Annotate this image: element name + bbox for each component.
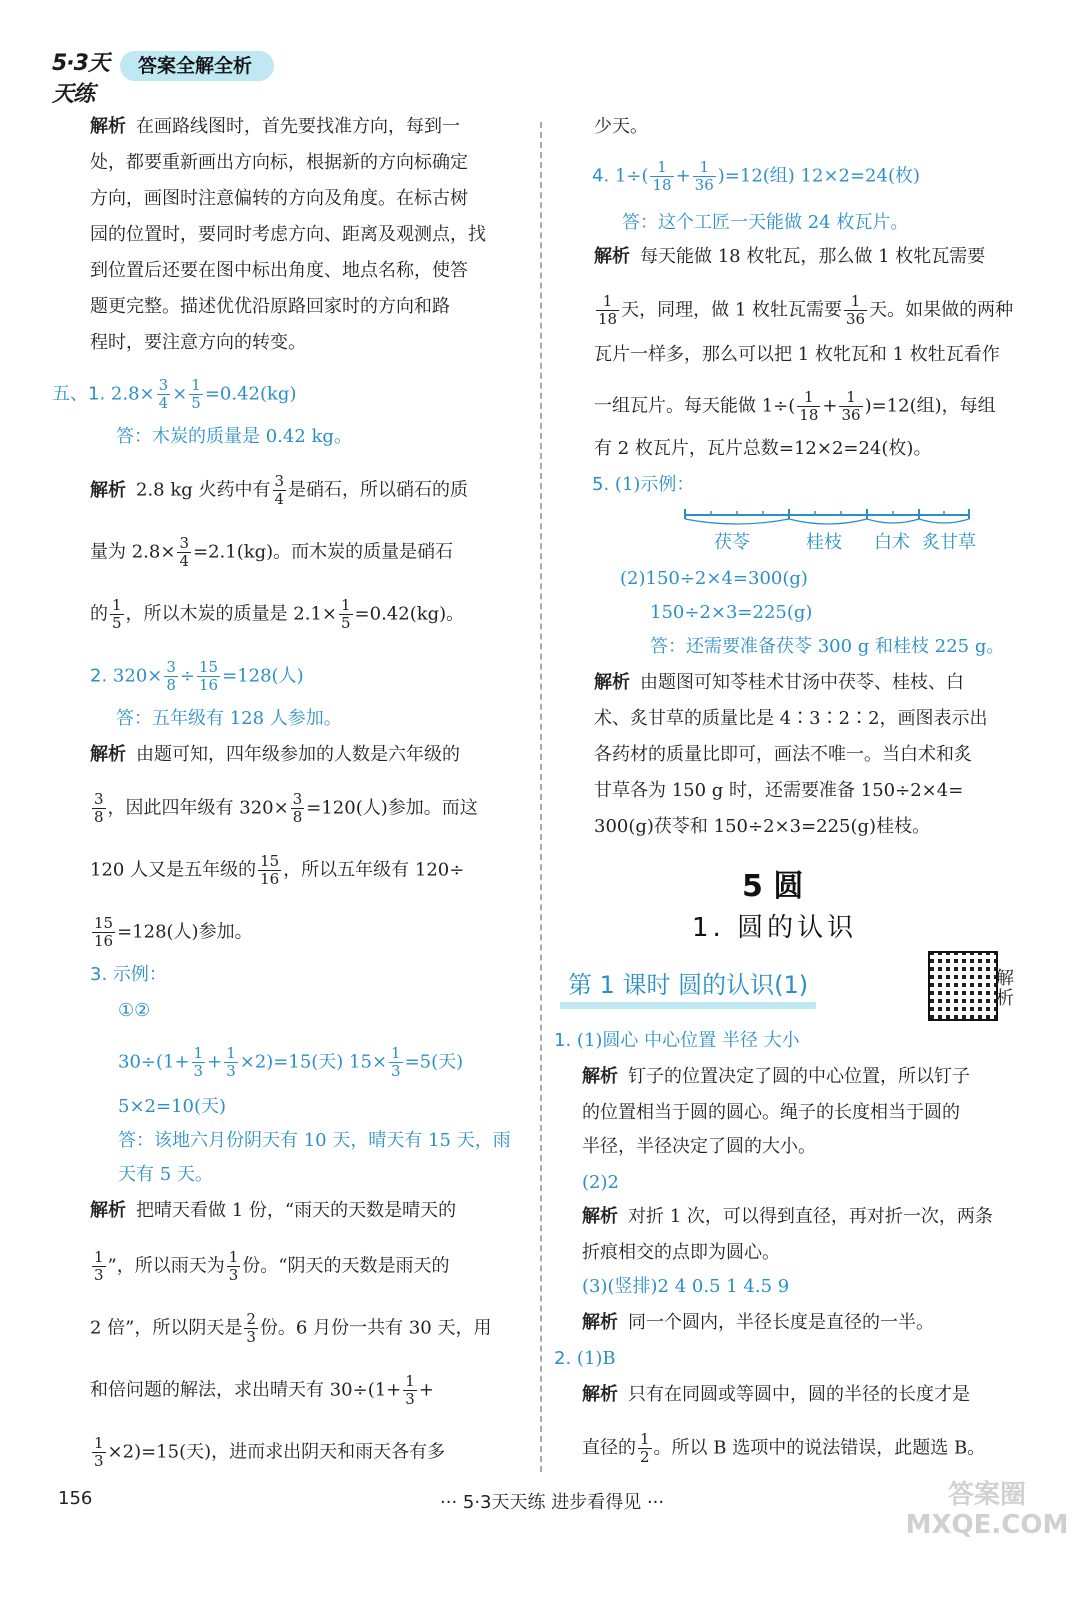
text: 一组瓦片。每天能做 1÷( xyxy=(594,395,796,417)
formula-part: 30÷(1+ xyxy=(118,1051,190,1073)
fraction xyxy=(227,1249,241,1284)
numerator: 1 xyxy=(693,159,716,177)
answer-line: 答：五年级有 128 人参加。 xyxy=(116,708,342,729)
jiexi-label: 解析 xyxy=(582,1312,618,1333)
text: ，因此四年级有 320× xyxy=(107,797,289,819)
text-line: (3)(竖排)2 4 0.5 1 4.5 9 xyxy=(582,1276,790,1297)
formula-part: ÷ xyxy=(179,665,196,687)
section-title: 1. 圆的认识 xyxy=(692,913,858,943)
formula-part: =0.42(kg) xyxy=(204,383,297,405)
jiexi-label: 解析 xyxy=(594,246,630,267)
text-line xyxy=(90,791,478,826)
formula-part: ×2)=15(天) 15× xyxy=(239,1051,388,1073)
text-line xyxy=(90,597,464,632)
formula-line: 5×2=10(天) xyxy=(118,1096,227,1117)
text-line: 折痕相交的点即为圆心。 xyxy=(582,1242,780,1263)
text: =2.1(kg)。而木炭的质量是硝石 xyxy=(192,541,454,563)
jiexi-label: 解析 xyxy=(582,1206,618,1227)
numerator: 1 xyxy=(391,1044,401,1062)
watermark: 答案圈 MXQE.COM xyxy=(905,1480,1069,1540)
formula-line xyxy=(118,1045,463,1080)
denominator: 16 xyxy=(94,932,114,950)
text-line xyxy=(582,1311,934,1335)
denominator: 18 xyxy=(598,310,618,328)
ratio-diagram xyxy=(682,503,972,527)
question-number: 5. xyxy=(592,474,610,495)
text: 份。6 月份一共有 30 天，用 xyxy=(259,1317,492,1339)
formula-part: 1÷( xyxy=(614,165,649,187)
text: 直径的 xyxy=(582,1437,636,1459)
text-line xyxy=(90,915,253,950)
numerator: 1 xyxy=(640,1430,650,1448)
fraction xyxy=(638,1431,652,1466)
text-line xyxy=(582,1383,970,1407)
fraction xyxy=(291,791,305,826)
text: 同一个圆内，半径长度是直径的一半。 xyxy=(628,1312,934,1333)
formula-line: 150÷2×3=225(g) xyxy=(650,602,813,623)
text-line xyxy=(90,1249,450,1284)
text: 对折 1 次，可以得到直径，再对折一次，两条 xyxy=(628,1206,993,1227)
text-line: 有 2 枚瓦片，瓦片总数=12×2=24(枚)。 xyxy=(594,438,932,459)
denominator: 3 xyxy=(246,1328,256,1346)
fraction xyxy=(693,159,716,194)
text: 量为 2.8× xyxy=(90,541,176,563)
fraction xyxy=(797,389,820,424)
column-divider xyxy=(540,122,542,1472)
numerator: 1 xyxy=(844,293,867,311)
text-line: 各药材的质量比即可，画法不唯一。当白术和炙 xyxy=(594,744,972,765)
text: 。所以 B 选项中的说法错误，此题选 B。 xyxy=(653,1437,986,1459)
denominator: 3 xyxy=(391,1062,401,1080)
denominator: 36 xyxy=(841,406,861,424)
denominator: 36 xyxy=(846,310,866,328)
fraction xyxy=(177,535,191,570)
diagram-label: 茯苓 xyxy=(714,532,750,553)
text-line xyxy=(90,1373,434,1408)
text-line xyxy=(594,293,1013,328)
text-line: 题更完整。描述优优沿原路回家时的方向和路 xyxy=(90,296,450,317)
text-line xyxy=(90,1311,491,1346)
question-line xyxy=(554,1029,800,1053)
fraction xyxy=(258,853,281,888)
text-line: 300(g)茯苓和 150÷2×3=225(g)桂枝。 xyxy=(594,816,931,837)
question-number: 2. xyxy=(90,665,108,687)
numerator: 1 xyxy=(340,596,351,614)
diagram-label: 桂枝 xyxy=(806,532,842,553)
answer-line: 答：还需要准备茯苓 300 g 和桂枝 225 g。 xyxy=(650,636,1005,657)
jiexi-label: 解析 xyxy=(594,672,630,693)
fraction xyxy=(92,791,106,826)
page-number: 156 xyxy=(58,1488,93,1509)
denominator: 3 xyxy=(94,1452,104,1470)
text: (1)示例： xyxy=(614,474,695,495)
fraction xyxy=(244,1311,258,1346)
text-line xyxy=(90,743,460,767)
numerator: 3 xyxy=(274,472,285,490)
jiexi-label: 解析 xyxy=(90,116,126,137)
text-line xyxy=(90,115,460,139)
denominator: 4 xyxy=(274,490,285,508)
numerator: 1 xyxy=(193,1044,204,1062)
text-line: 术、炙甘草的质量比是 4∶3∶2∶2，画图表示出 xyxy=(594,708,988,729)
text: ”，所以雨天为 xyxy=(107,1255,225,1277)
question-number: 五、1. xyxy=(52,383,106,405)
formula-line xyxy=(592,159,920,194)
question-line xyxy=(90,963,167,987)
numerator: 3 xyxy=(166,658,176,676)
denominator: 8 xyxy=(292,808,303,826)
text: (1)B xyxy=(576,1348,616,1369)
formula-part: )=12(组) 12×2=24(枚) xyxy=(717,165,921,187)
fraction xyxy=(164,659,178,694)
text: ×2)=15(天)，进而求出阴天和雨天各有多 xyxy=(107,1441,446,1463)
text: 和倍问题的解法，求出晴天有 30÷(1+ xyxy=(90,1379,402,1401)
text: =120(人)参加。而这 xyxy=(306,797,478,819)
formula-part: 320× xyxy=(112,665,163,687)
fraction xyxy=(224,1045,238,1080)
question-number: 2. xyxy=(554,1348,572,1369)
qr-code[interactable] xyxy=(928,951,998,1021)
fraction xyxy=(389,1045,403,1080)
jiexi-label: 解析 xyxy=(582,1384,618,1405)
chapter-title: 5 圆 xyxy=(742,869,804,904)
denominator: 18 xyxy=(799,406,819,424)
text: 天，同理，做 1 枚牡瓦需要 xyxy=(621,299,842,321)
numerator: 1 xyxy=(650,159,673,177)
text-line: 的位置相当于圆的圆心。绳子的长度相当于圆的 xyxy=(582,1102,960,1123)
numerator: 1 xyxy=(797,389,820,407)
fraction xyxy=(197,659,220,694)
footer-slogan: ··· 5·3天天练 进步看得见 ··· xyxy=(440,1492,665,1513)
jiexi-label: 解析 xyxy=(90,744,126,765)
numerator: 1 xyxy=(112,596,122,614)
numerator: 15 xyxy=(199,658,219,676)
jiexi-label: 解析 xyxy=(90,1200,126,1221)
text-line xyxy=(90,535,453,570)
formula-part: =128(人) xyxy=(222,665,304,687)
numerator: 3 xyxy=(292,790,303,808)
fraction xyxy=(596,293,619,328)
fraction xyxy=(650,159,673,194)
fraction xyxy=(92,1249,106,1284)
denominator: 3 xyxy=(226,1062,236,1080)
answer-line: 答：该地六月份阴天有 10 天，晴天有 15 天，雨 xyxy=(118,1130,511,1151)
text: 只有在同圆或等圆中，圆的半径的长度才是 xyxy=(628,1384,970,1405)
text-line: 到位置后还要在图中标出角度、地点名称，使答 xyxy=(90,260,468,281)
denominator: 4 xyxy=(179,552,189,570)
text: 每天能做 18 枚牝瓦，那么做 1 枚牝瓦需要 xyxy=(640,246,986,267)
text-line: 方向，画图时注意偏转的方向及角度。在标古树 xyxy=(90,188,468,209)
text-line: 程时，要注意方向的转变。 xyxy=(90,332,306,353)
text-line: 园的位置时，要同时考虑方向、距离及观测点，找 xyxy=(90,224,486,245)
denominator: 16 xyxy=(199,676,219,694)
answer-line: 天有 5 天。 xyxy=(118,1164,213,1185)
text-line: 瓦片一样多，那么可以把 1 枚牝瓦和 1 枚牡瓦看作 xyxy=(594,344,1000,365)
jiexi-label: 解析 xyxy=(582,1066,618,1087)
header-banner: 答案全解全析 xyxy=(120,51,274,81)
question-number: 3. xyxy=(90,964,108,985)
text: 份。“阴天的天数是雨天的 xyxy=(242,1255,450,1277)
numerator: 1 xyxy=(94,1434,104,1452)
text-line xyxy=(90,1199,456,1223)
fraction xyxy=(273,473,287,508)
answer-line: 答：木炭的质量是 0.42 kg。 xyxy=(116,426,352,447)
fraction xyxy=(157,377,171,412)
lesson-title: 第 1 课时 圆的认识(1) xyxy=(560,965,816,1009)
formula-part: =5(天) xyxy=(404,1051,464,1073)
text: ，所以木炭的质量是 2.1× xyxy=(125,603,337,625)
text: =0.42(kg)。 xyxy=(354,603,465,625)
numerator: 1 xyxy=(596,293,619,311)
denominator: 16 xyxy=(260,870,280,888)
fraction xyxy=(92,1435,106,1470)
text: (1)圆心 中心位置 半径 大小 xyxy=(576,1030,800,1051)
text-line: (2)2 xyxy=(582,1172,619,1193)
answer-line: 答：这个工匠一天能做 24 枚瓦片。 xyxy=(622,212,909,233)
logo: 5·3天天练 xyxy=(52,51,109,107)
formula-part: 2.8× xyxy=(110,383,155,405)
text: 的 xyxy=(90,603,108,625)
text: 由题图可知苓桂术甘汤中茯苓、桂枝、白 xyxy=(640,672,964,693)
denominator: 5 xyxy=(340,614,351,632)
denominator: 2 xyxy=(640,1448,650,1466)
text: 在画路线图时，首先要找准方向，每到一 xyxy=(136,116,460,137)
text: + xyxy=(418,1379,434,1401)
numerator: 15 xyxy=(260,852,280,870)
numerator: 1 xyxy=(226,1044,236,1062)
fraction xyxy=(189,377,203,412)
formula-line xyxy=(52,377,296,412)
question-number: 1. xyxy=(554,1030,572,1051)
fraction xyxy=(92,915,115,950)
fraction xyxy=(839,389,862,424)
qr-label: 解析 xyxy=(996,968,1014,1009)
formula-line xyxy=(90,659,304,694)
denominator: 3 xyxy=(193,1062,204,1080)
text-line xyxy=(594,671,964,695)
text: 天。如果做的两种 xyxy=(869,299,1014,321)
formula-line: (2)150÷2×4=300(g) xyxy=(620,568,808,589)
formula-part: + xyxy=(675,165,691,187)
text-line: 处，都要重新画出方向标，根据新的方向标确定 xyxy=(90,152,468,173)
text-line: 少天。 xyxy=(594,116,648,137)
text: 把晴天看做 1 份，“雨天的天数是晴天的 xyxy=(136,1200,457,1221)
fraction xyxy=(110,597,124,632)
fraction xyxy=(844,293,867,328)
text-line xyxy=(90,1435,445,1470)
text: 2 倍”，所以阴天是 xyxy=(90,1317,243,1339)
denominator: 5 xyxy=(112,614,122,632)
diagram-label: 炙甘草 xyxy=(922,532,976,553)
text: )=12(组)，每组 xyxy=(864,395,996,417)
text: 由题可知，四年级参加的人数是六年级的 xyxy=(136,744,460,765)
text: ，所以五年级有 120÷ xyxy=(283,859,465,881)
text: + xyxy=(822,395,838,417)
text-line: ①② xyxy=(118,1000,151,1021)
denominator: 3 xyxy=(94,1266,104,1284)
numerator: 3 xyxy=(179,534,189,552)
fraction xyxy=(403,1373,417,1408)
question-line xyxy=(554,1347,616,1371)
denominator: 8 xyxy=(94,808,104,826)
denominator: 8 xyxy=(166,676,176,694)
numerator: 2 xyxy=(246,1310,256,1328)
question-line xyxy=(592,473,694,497)
formula-part: × xyxy=(172,383,188,405)
text: 2.8 kg 火药中有 xyxy=(136,479,271,501)
denominator: 3 xyxy=(405,1390,415,1408)
text-line: 甘草各为 150 g 时，还需要准备 150÷2×4= xyxy=(594,780,964,801)
text-line xyxy=(582,1431,985,1466)
text-line xyxy=(90,473,468,508)
denominator: 36 xyxy=(694,176,714,194)
numerator: 15 xyxy=(94,914,114,932)
text-line xyxy=(594,389,996,424)
denominator: 3 xyxy=(228,1266,239,1284)
text: 是硝石，所以硝石的质 xyxy=(288,479,469,501)
text: 120 人又是五年级的 xyxy=(90,859,257,881)
numerator: 1 xyxy=(839,389,862,407)
text: 钉子的位置决定了圆的中心位置，所以钉子 xyxy=(628,1066,970,1087)
question-number: 4. xyxy=(592,165,610,187)
denominator: 4 xyxy=(158,394,169,412)
text: 示例： xyxy=(112,964,167,985)
text-line xyxy=(90,853,464,888)
numerator: 3 xyxy=(94,790,104,808)
text: =128(人)参加。 xyxy=(117,921,253,943)
text-line xyxy=(582,1065,970,1089)
diagram-label: 白术 xyxy=(874,532,910,553)
jiexi-label: 解析 xyxy=(90,479,126,501)
fraction xyxy=(339,597,353,632)
numerator: 1 xyxy=(191,376,201,394)
formula-part: + xyxy=(207,1051,223,1073)
text-line: 半径，半径决定了圆的大小。 xyxy=(582,1136,816,1157)
fraction xyxy=(192,1045,206,1080)
numerator: 1 xyxy=(405,1372,415,1390)
numerator: 1 xyxy=(94,1248,104,1266)
denominator: 5 xyxy=(191,394,201,412)
numerator: 1 xyxy=(228,1248,239,1266)
text-line xyxy=(594,245,985,269)
denominator: 18 xyxy=(652,176,672,194)
numerator: 3 xyxy=(158,376,169,394)
text-line xyxy=(582,1205,993,1229)
